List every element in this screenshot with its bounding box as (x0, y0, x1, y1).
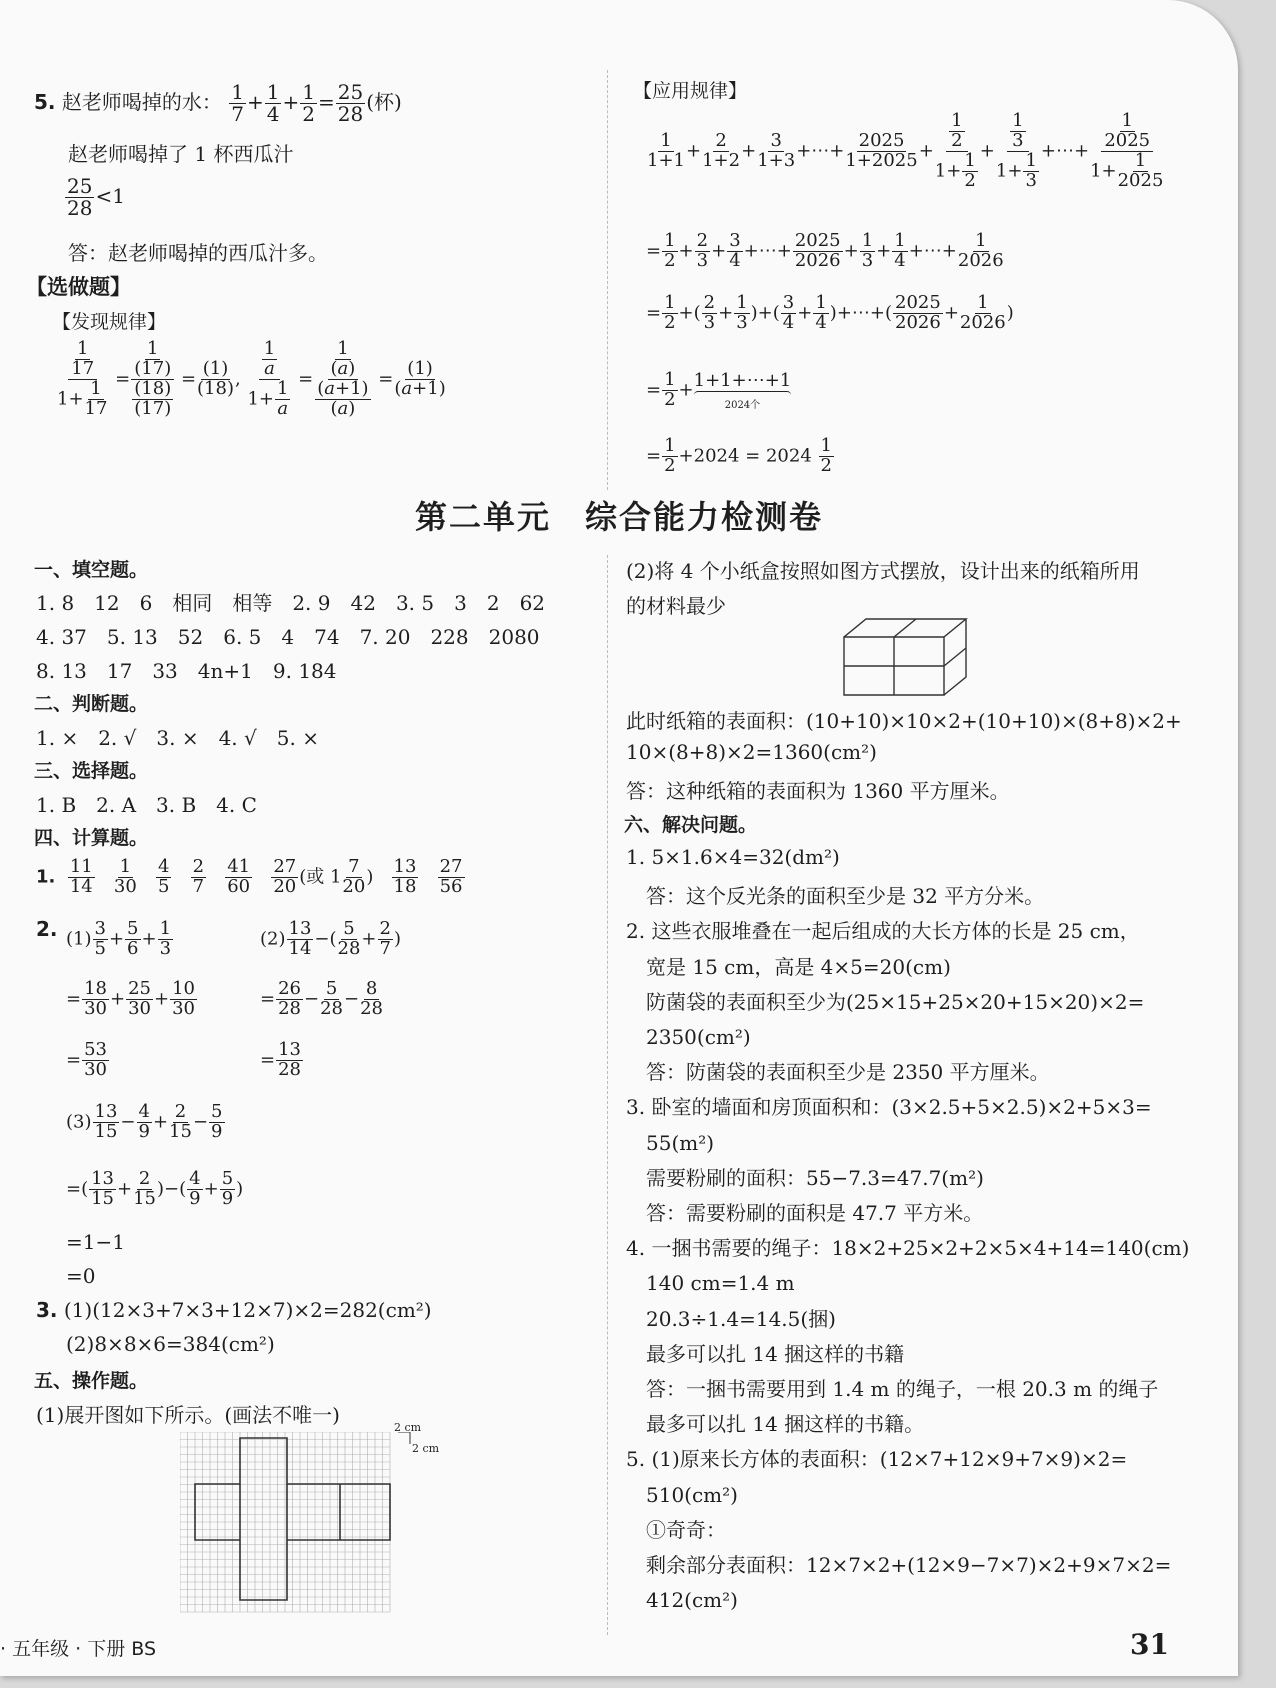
q2-p3-label: (3) (66, 1111, 92, 1133)
q2-p3-l4: =0 (66, 1264, 96, 1288)
sec4-q1: 1. $\frac{11}{14}$ $\frac{1}{30}$ $\frac{4}{5}$ $\frac{2}{7}$ $\frac{41}{60}$ $\frac{27}{20}$ (或 1 $\frac{7}{20}$ ) $\frac{13}{18}$ $\frac{27}{56}$ (36, 856, 463, 897)
sec6-line: 最多可以扎 14 捆这样的书籍 (626, 1341, 905, 1366)
sec6-line: 答：一捆书需要用到 1.4 m 的绳子，一根 20.3 m 的绳子 (626, 1377, 1159, 1401)
sec6-line: 510(cm²) (626, 1482, 738, 1507)
q5-compare: $\frac{25}{28}$ <1 (67, 174, 125, 220)
sec6-line: 5. (1)原来长方体的表面积：(12×7+12×9+7×9)×2= (626, 1447, 1128, 1472)
sec5-r2: 的材料最少 (626, 594, 726, 618)
column-divider-top (607, 70, 608, 490)
sec1-line1: 1. 8 12 6 相同 相等 2. 9 42 3. 5 3 2 62 (36, 591, 546, 615)
q5-compare-sign: <1 (95, 184, 125, 208)
sec5-r5: 答：这种纸箱的表面积为 1360 平方厘米。 (626, 779, 1010, 803)
left-q5-line1: 5. 赵老师喝掉的水： $\frac{1}{7}$ + $\frac{1}{4}$ + $\frac{1}{2}$ = $\frac{25}{28}$ (杯) (34, 80, 402, 126)
q2-p3-l3: =1−1 (66, 1230, 125, 1254)
sec6-line: 剩余部分表面积：12×7×2+(12×9−7×7)×2+9×7×2= (626, 1553, 1172, 1577)
q2-p2-label: (2) (260, 928, 286, 950)
q3-label: 3. (36, 1298, 58, 1322)
sec5-r1: (2)将 4 个小纸盒按照如图方式摆放，设计出来的纸箱所用 (626, 559, 1140, 583)
optional-tag: 【选做题】 (26, 275, 131, 299)
sec6-heading: 六、解决问题。 (624, 814, 758, 836)
grid-label-width: 2 cm (394, 1421, 422, 1434)
sec6-line: 防菌袋的表面积至少为(25×15+25×20+15×20)×2= (626, 989, 1145, 1014)
apply-formula-2: = $\frac{1}{2}$ + $\frac{2}{3}$ + $\frac{3}{4}$ +⋯+ $\frac{2025}{2026}$ + $\frac{1}{3}$ + $\frac{1}{4}$ +⋯+ $\frac{1}{2026}$ (646, 230, 1004, 271)
q2-label: 2. (36, 917, 58, 941)
sec3-heading: 三、选择题。 (34, 760, 149, 782)
sec6-line: 55(m²) (626, 1130, 715, 1155)
q2-p3-l2: =( $\frac{13}{15}$ + $\frac{2}{15}$ )−( $\frac{4}{9}$ + $\frac{5}{9}$ ) (66, 1168, 244, 1209)
sum-2024-note: 2024个 (724, 400, 761, 411)
sec2-heading: 二、判断题。 (34, 693, 149, 715)
q1-label: 1. (36, 866, 56, 888)
apply-formula-3: = $\frac{1}{2}$ +( $\frac{2}{3}$ + $\frac{1}{3}$ )+( $\frac{3}{4}$ + $\frac{1}{4}$ )+⋯+( $\frac{2025}{2026}$ + $\frac{1}{2026}$ ) (646, 292, 1014, 333)
q2-p1-label: (1) (66, 928, 92, 950)
discover-formula: $\frac{1}{17}$ 1+ $\frac{1}{17}$ = $\frac{\frac{1}{(17)}}{\frac{(18)}{(17)}}$ = $\frac{(1)}{(18)}$ , $\frac{1}{a}$ 1+ $\frac{1}{a}$ = $\frac{\frac{1}{(a)}}{\frac{(a+1)}{(a)}}$ = $\frac{(1)}{(a+1)}$ (57, 338, 446, 419)
page-title: 第二单元 综合能力检测卷 (414, 498, 823, 536)
q3-line1: (1)(12×3+7×3+12×7)×2=282(cm²) (63, 1298, 432, 1322)
sec5-heading: 五、操作题。 (34, 1370, 149, 1392)
sec6-line: 20.3÷1.4=14.5(捆) (626, 1306, 836, 1331)
q2-p2-l2: = $\frac{26}{28}$ − $\frac{5}{28}$ − $\frac{8}{28}$ (260, 978, 383, 1019)
q1-or: (或 1 (299, 866, 342, 888)
sec6-line: 需要粉刷的面积：55−7.3=47.7(m²) (626, 1165, 984, 1190)
q2-p3-l1: (3) $\frac{13}{15}$ − $\frac{4}{9}$ + $\frac{2}{15}$ − $\frac{5}{9}$ (66, 1101, 223, 1142)
mid-term: 2025 (858, 129, 905, 151)
q2-p2-l3: = $\frac{13}{28}$ (260, 1039, 301, 1080)
page-number: 31 (1130, 1628, 1169, 1661)
sec6-line: 2. 这些衣服堆叠在一起后组成的大长方体的长是 25 cm， (626, 919, 1140, 944)
q3-l2: (2)8×8×6=384(cm²) (66, 1332, 275, 1356)
apply-formula-4: = $\frac{1}{2}$ + 1+1+⋯+1 2024个 (646, 369, 792, 411)
q5-unit: (杯) (366, 90, 402, 114)
footer-grade: · 五年级 · 下册 BS (0, 1638, 156, 1660)
apply-formula-5: = $\frac{1}{2}$ +2024 = 2024 $\frac{1}{2}$ (646, 435, 832, 476)
q5-label: 5. (34, 90, 56, 114)
sec3-line1: 1. B 2. A 3. B 4. C (36, 793, 257, 817)
sec6-line: ①奇奇： (626, 1517, 726, 1542)
q2-p1-l1: (1) $\frac{3}{5}$ + $\frac{5}{6}$ + $\frac{1}{3}$ (66, 918, 172, 959)
q2-p2-l1: (2) $\frac{13}{14}$ −( $\frac{5}{28}$ + $\frac{2}{7}$ ) (260, 918, 401, 959)
apply-tag: 【应用规律】 (633, 80, 748, 102)
sec6-line: 1. 5×1.6×4=32(dm²) (626, 845, 840, 869)
q2-p1-l3: = $\frac{53}{30}$ (66, 1039, 107, 1080)
sec5-l1: (1)展开图如下所示。(画法不唯一) (36, 1403, 340, 1427)
sec6-line: 宽是 15 cm，高是 4×5=20(cm) (626, 954, 951, 979)
apply-formula-1: $\frac{1}{1+1}$ + $\frac{2}{1+2}$ + $\frac{3}{1+3}$ +⋯+ $\frac{2025}{1+2025}$ + $\frac{1}{2}$ 1+ $\frac{1}{2}$ + $\frac{1}{3}$ 1+ $\frac{1}{3}$ +⋯+ $\frac{1}{2025}$ 1+ $\frac{1}{2025}$ (647, 110, 1164, 191)
sum-2024: 1+1+⋯+1 (693, 370, 792, 391)
sec6-line: 答：防菌袋的表面积至少是 2350 平方厘米。 (626, 1060, 1050, 1085)
sec1-line3: 8. 13 17 33 4n+1 9. 184 (36, 659, 337, 683)
sec2-line1: 1. × 2. √ 3. × 4. √ 5. × (36, 726, 319, 750)
q2-p1-l2: = $\frac{18}{30}$ + $\frac{25}{30}$ + $\frac{10}{30}$ (66, 978, 195, 1019)
q5-answer: 答：赵老师喝掉的西瓜汁多。 (68, 241, 328, 265)
box-arrangement-diagram (840, 615, 970, 697)
sec4-heading: 四、计算题。 (34, 827, 149, 849)
sec6-line: 4. 一捆书需要的绳子：18×2+25×2+2×5×4+14=140(cm) (626, 1236, 1190, 1261)
sec5-r3: 此时纸箱的表面积：(10+10)×10×2+(10+10)×(8+8)×2+ (626, 709, 1182, 733)
grid-lines (180, 1432, 390, 1612)
apply-result: +2024 = 2024 (678, 445, 812, 467)
sec5-r4: 10×(8+8)×2=1360(cm²) (626, 740, 877, 764)
column-divider-bottom (607, 555, 608, 1635)
net-grid-diagram (180, 1432, 450, 1622)
sec6-line: 最多可以扎 14 捆这样的书籍。 (626, 1412, 925, 1437)
q5-line2: 赵老师喝掉了 1 杯西瓜汁 (68, 142, 294, 166)
sec1-heading: 一、填空题。 (34, 559, 149, 581)
q5-text: 赵老师喝掉的水： (61, 90, 222, 114)
discover-tag: 【发现规律】 (52, 311, 167, 333)
sec6-line: 412(cm²) (626, 1588, 738, 1613)
sec6-line: 答：这个反光条的面积至少是 32 平方分米。 (626, 884, 1045, 909)
q3-l1 (36, 1298, 432, 1322)
grid-label-height: 2 cm (412, 1442, 440, 1455)
sec6-line: 答：需要粉刷的面积是 47.7 平方米。 (626, 1201, 984, 1225)
sec6-line: 2350(cm²) (626, 1025, 751, 1049)
sec6-line: 3. 卧室的墙面和房顶面积和：(3×2.5+5×2.5)×2+5×3= (626, 1095, 1152, 1120)
sec1-line2: 4. 37 5. 13 52 6. 5 4 74 7. 20 228 2080 (36, 625, 540, 649)
sec6-line: 140 cm=1.4 m (626, 1271, 795, 1296)
